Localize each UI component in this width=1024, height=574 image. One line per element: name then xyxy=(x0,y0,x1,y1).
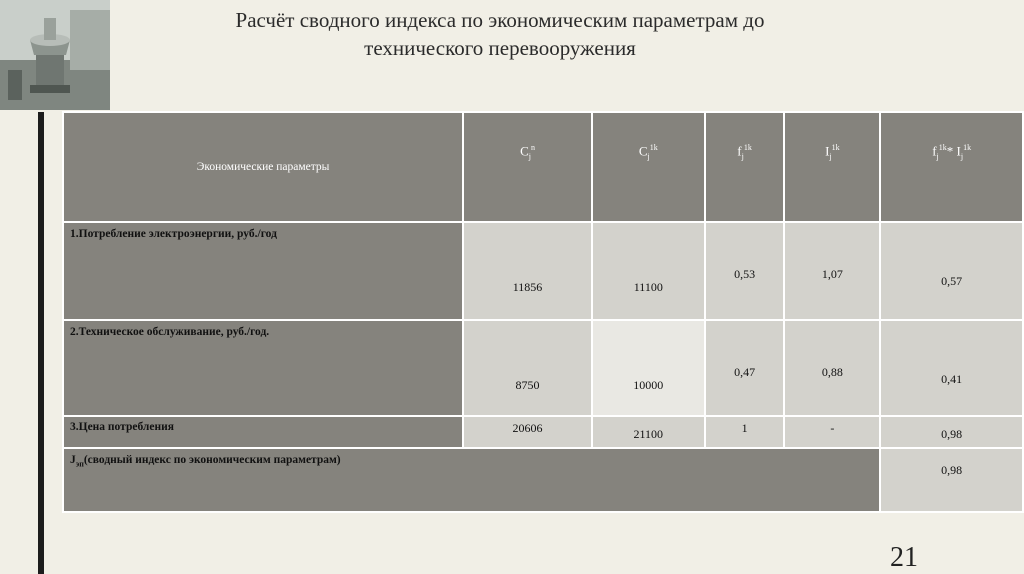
separator-machine-photo xyxy=(0,0,110,110)
header-c-base-sub: j xyxy=(528,151,531,161)
slide-number: 21 xyxy=(890,542,918,573)
row-value-fi: 0,57 xyxy=(880,222,1023,320)
table-row xyxy=(63,320,1023,416)
row-value-c-base: 20606 xyxy=(463,416,592,448)
header-cell-i xyxy=(784,112,880,222)
row-value-f: 0,53 xyxy=(705,222,785,320)
summary-value: 0,98 xyxy=(880,448,1023,512)
row-value-fi: 0,98 xyxy=(880,416,1023,448)
header-cell-c-base xyxy=(463,112,592,222)
header-c-base-sup: n xyxy=(530,143,535,152)
decorative-vertical-bar xyxy=(38,112,44,574)
row-value-i: 1,07 xyxy=(784,222,880,320)
summary-label: (сводный индекс по экономическим параметрам) xyxy=(83,454,341,466)
row-label-cell xyxy=(63,320,463,416)
header-fi-mid: * I xyxy=(946,143,961,159)
header-f-sub: j xyxy=(741,151,744,161)
row-value-fi: 0,41 xyxy=(880,320,1023,416)
header-i-symbol: I xyxy=(825,143,830,159)
row-value-c-base: 8750 xyxy=(463,320,592,416)
header-f-sup: 1k xyxy=(743,143,752,152)
header-f-symbol: f xyxy=(737,143,742,159)
row-label: 3.Цена потребления xyxy=(70,421,174,433)
header-cell-param xyxy=(63,112,463,222)
header-fi-f-sub: j xyxy=(936,151,939,161)
header-c-base-symbol: C xyxy=(520,143,529,159)
table-row xyxy=(63,222,1023,320)
header-fi-f-symbol: f xyxy=(932,143,937,159)
slide-title-line-2: технического перевооружения xyxy=(364,36,636,60)
header-cell-fi-product xyxy=(880,112,1023,222)
summary-symbol-sub: эп xyxy=(75,459,84,469)
header-c-new-sub: j xyxy=(647,151,650,161)
header-i-sub: j xyxy=(829,151,832,161)
header-param-label: Экономические параметры xyxy=(196,161,330,173)
summary-symbol: J xyxy=(70,454,76,466)
table-row xyxy=(63,416,1023,448)
header-cell-c-new xyxy=(592,112,705,222)
slide-title xyxy=(150,6,850,62)
header-i-sup: 1k xyxy=(831,143,840,152)
header-cell-f xyxy=(705,112,785,222)
header-fi-i-sup: 1k xyxy=(963,143,972,152)
table-summary-row xyxy=(63,448,1023,512)
header-c-new-symbol: C xyxy=(638,143,648,159)
row-label: 1.Потребление электроэнергии, руб./год xyxy=(70,228,277,240)
row-value-c-new: 11100 xyxy=(592,222,705,320)
row-label: 2.Техническое обслуживание, руб./год. xyxy=(70,326,270,338)
row-value-f: 1 xyxy=(705,416,785,448)
economic-index-table xyxy=(62,111,1024,513)
table-header-row xyxy=(63,112,1023,222)
row-label-cell xyxy=(63,222,463,320)
header-c-new-sup: 1k xyxy=(649,143,658,152)
row-value-c-new: 21100 xyxy=(592,416,705,448)
row-value-c-new: 10000 xyxy=(592,320,705,416)
row-value-c-base: 11856 xyxy=(463,222,592,320)
header-fi-f-sup: 1k xyxy=(938,143,947,152)
row-value-i: - xyxy=(784,416,880,448)
slide-title-line-1: Расчёт сводного индекса по экономическим параметрам до xyxy=(235,8,765,32)
row-value-i: 0,88 xyxy=(784,320,880,416)
summary-label-cell xyxy=(63,448,880,512)
row-label-cell xyxy=(63,416,463,448)
header-fi-i-sub: j xyxy=(960,151,964,161)
row-value-f: 0,47 xyxy=(705,320,785,416)
